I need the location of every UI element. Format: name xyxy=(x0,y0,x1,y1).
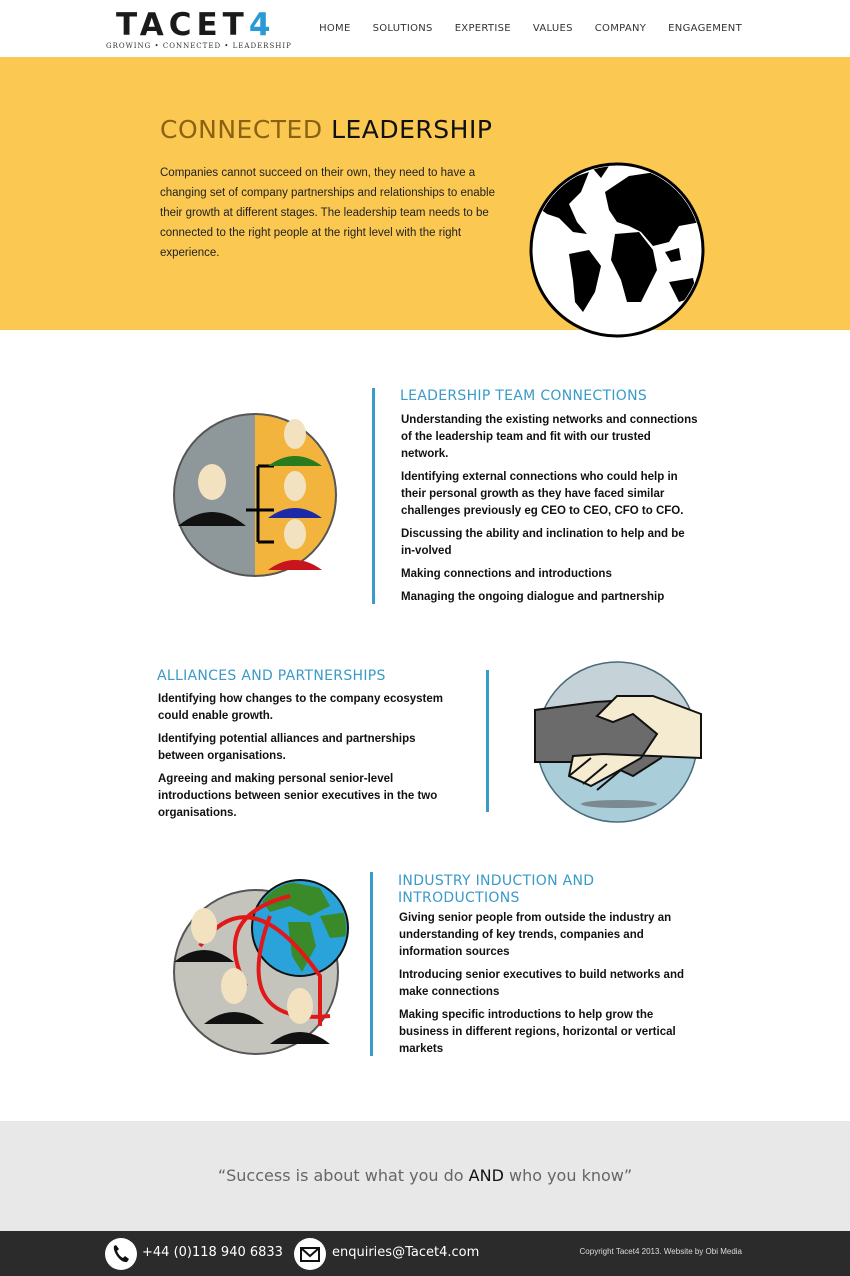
industry-network-illustration xyxy=(170,876,350,1056)
site-header xyxy=(0,0,850,57)
nav-home[interactable]: HOME xyxy=(319,23,351,34)
leadership-team-illustration xyxy=(170,410,340,580)
list-item: Identifying potential alliances and partnerships between organisations. xyxy=(158,733,416,762)
hero-title: CONNECTED LEADERSHIP xyxy=(160,115,493,144)
email-link[interactable]: enquiries@Tacet4.com xyxy=(332,1245,480,1260)
list-item: Identifying how changes to the company ecosystem could enable growth. xyxy=(158,693,444,722)
nav-engagement[interactable]: ENGAGEMENT xyxy=(668,23,742,34)
list-item: Managing the ongoing dialogue and partnership xyxy=(401,591,665,603)
phone-icon xyxy=(105,1238,137,1270)
main-nav xyxy=(297,23,742,34)
logo-wordmark: TACET4 xyxy=(116,7,276,43)
nav-values[interactable]: VALUES xyxy=(532,23,573,34)
list-item: Making specific introductions to help grow the business in different regions, horizontal or vertical markets xyxy=(399,1009,676,1055)
tacet4-logo[interactable] xyxy=(106,7,292,52)
hero-banner xyxy=(0,57,850,330)
alliances-list xyxy=(158,691,453,828)
quote-band xyxy=(0,1121,850,1231)
world-globe-icon xyxy=(529,162,705,338)
list-item: Agreeing and making personal senior-level introductions between senior executives in the two organisations. xyxy=(158,773,438,819)
logo-tagline: GROWING • CONNECTED • LEADERSHIP xyxy=(106,42,292,50)
nav-company[interactable]: COMPANY xyxy=(594,23,647,34)
nav-solutions[interactable]: SOLUTIONS xyxy=(372,23,433,34)
phone-number[interactable]: +44 (0)118 940 6833 xyxy=(142,1245,283,1260)
copyright-text: Copyright Tacet4 2013. Website by Obi Media xyxy=(579,1247,742,1256)
hero-text: Companies cannot succeed on their own, they need to have a changing set of company partnerships and relationships to enable their growth at different stages. The leadership team needs to be connected to the right people at the right level with the right experience. xyxy=(160,167,495,259)
list-item: Identifying external connections who could help in their personal growth as they have faced similar challenges previously eg CEO to CEO, CFO to CFO. xyxy=(401,471,684,517)
list-item: Understanding the existing networks and connections of the leadership team and fit with our trusted network. xyxy=(401,414,698,460)
section-divider xyxy=(486,670,489,812)
industry-list xyxy=(399,910,689,1064)
section-title-leadership: LEADERSHIP TEAM CONNECTIONS xyxy=(400,388,648,404)
list-item: Making connections and introductions xyxy=(401,568,612,580)
list-item: Giving senior people from outside the industry an understanding of key trends, companies and information sources xyxy=(399,912,672,958)
site-footer xyxy=(0,1231,850,1276)
handshake-icon xyxy=(533,658,703,826)
section-title-industry: INDUSTRY INDUCTION AND INTRODUCTIONS xyxy=(398,873,595,906)
section-title-alliances: ALLIANCES AND PARTNERSHIPS xyxy=(157,668,386,684)
leadership-list xyxy=(401,412,701,612)
nav-expertise[interactable]: EXPERTISE xyxy=(454,23,511,34)
list-item: Introducing senior executives to build networks and make connections xyxy=(399,969,684,998)
list-item: Discussing the ability and inclination to help and be in-volved xyxy=(401,528,685,557)
section-divider xyxy=(370,872,373,1056)
quote-text: “Success is about what you do AND who you know” xyxy=(217,1166,633,1185)
email-icon xyxy=(294,1238,326,1270)
section-divider xyxy=(372,388,375,604)
